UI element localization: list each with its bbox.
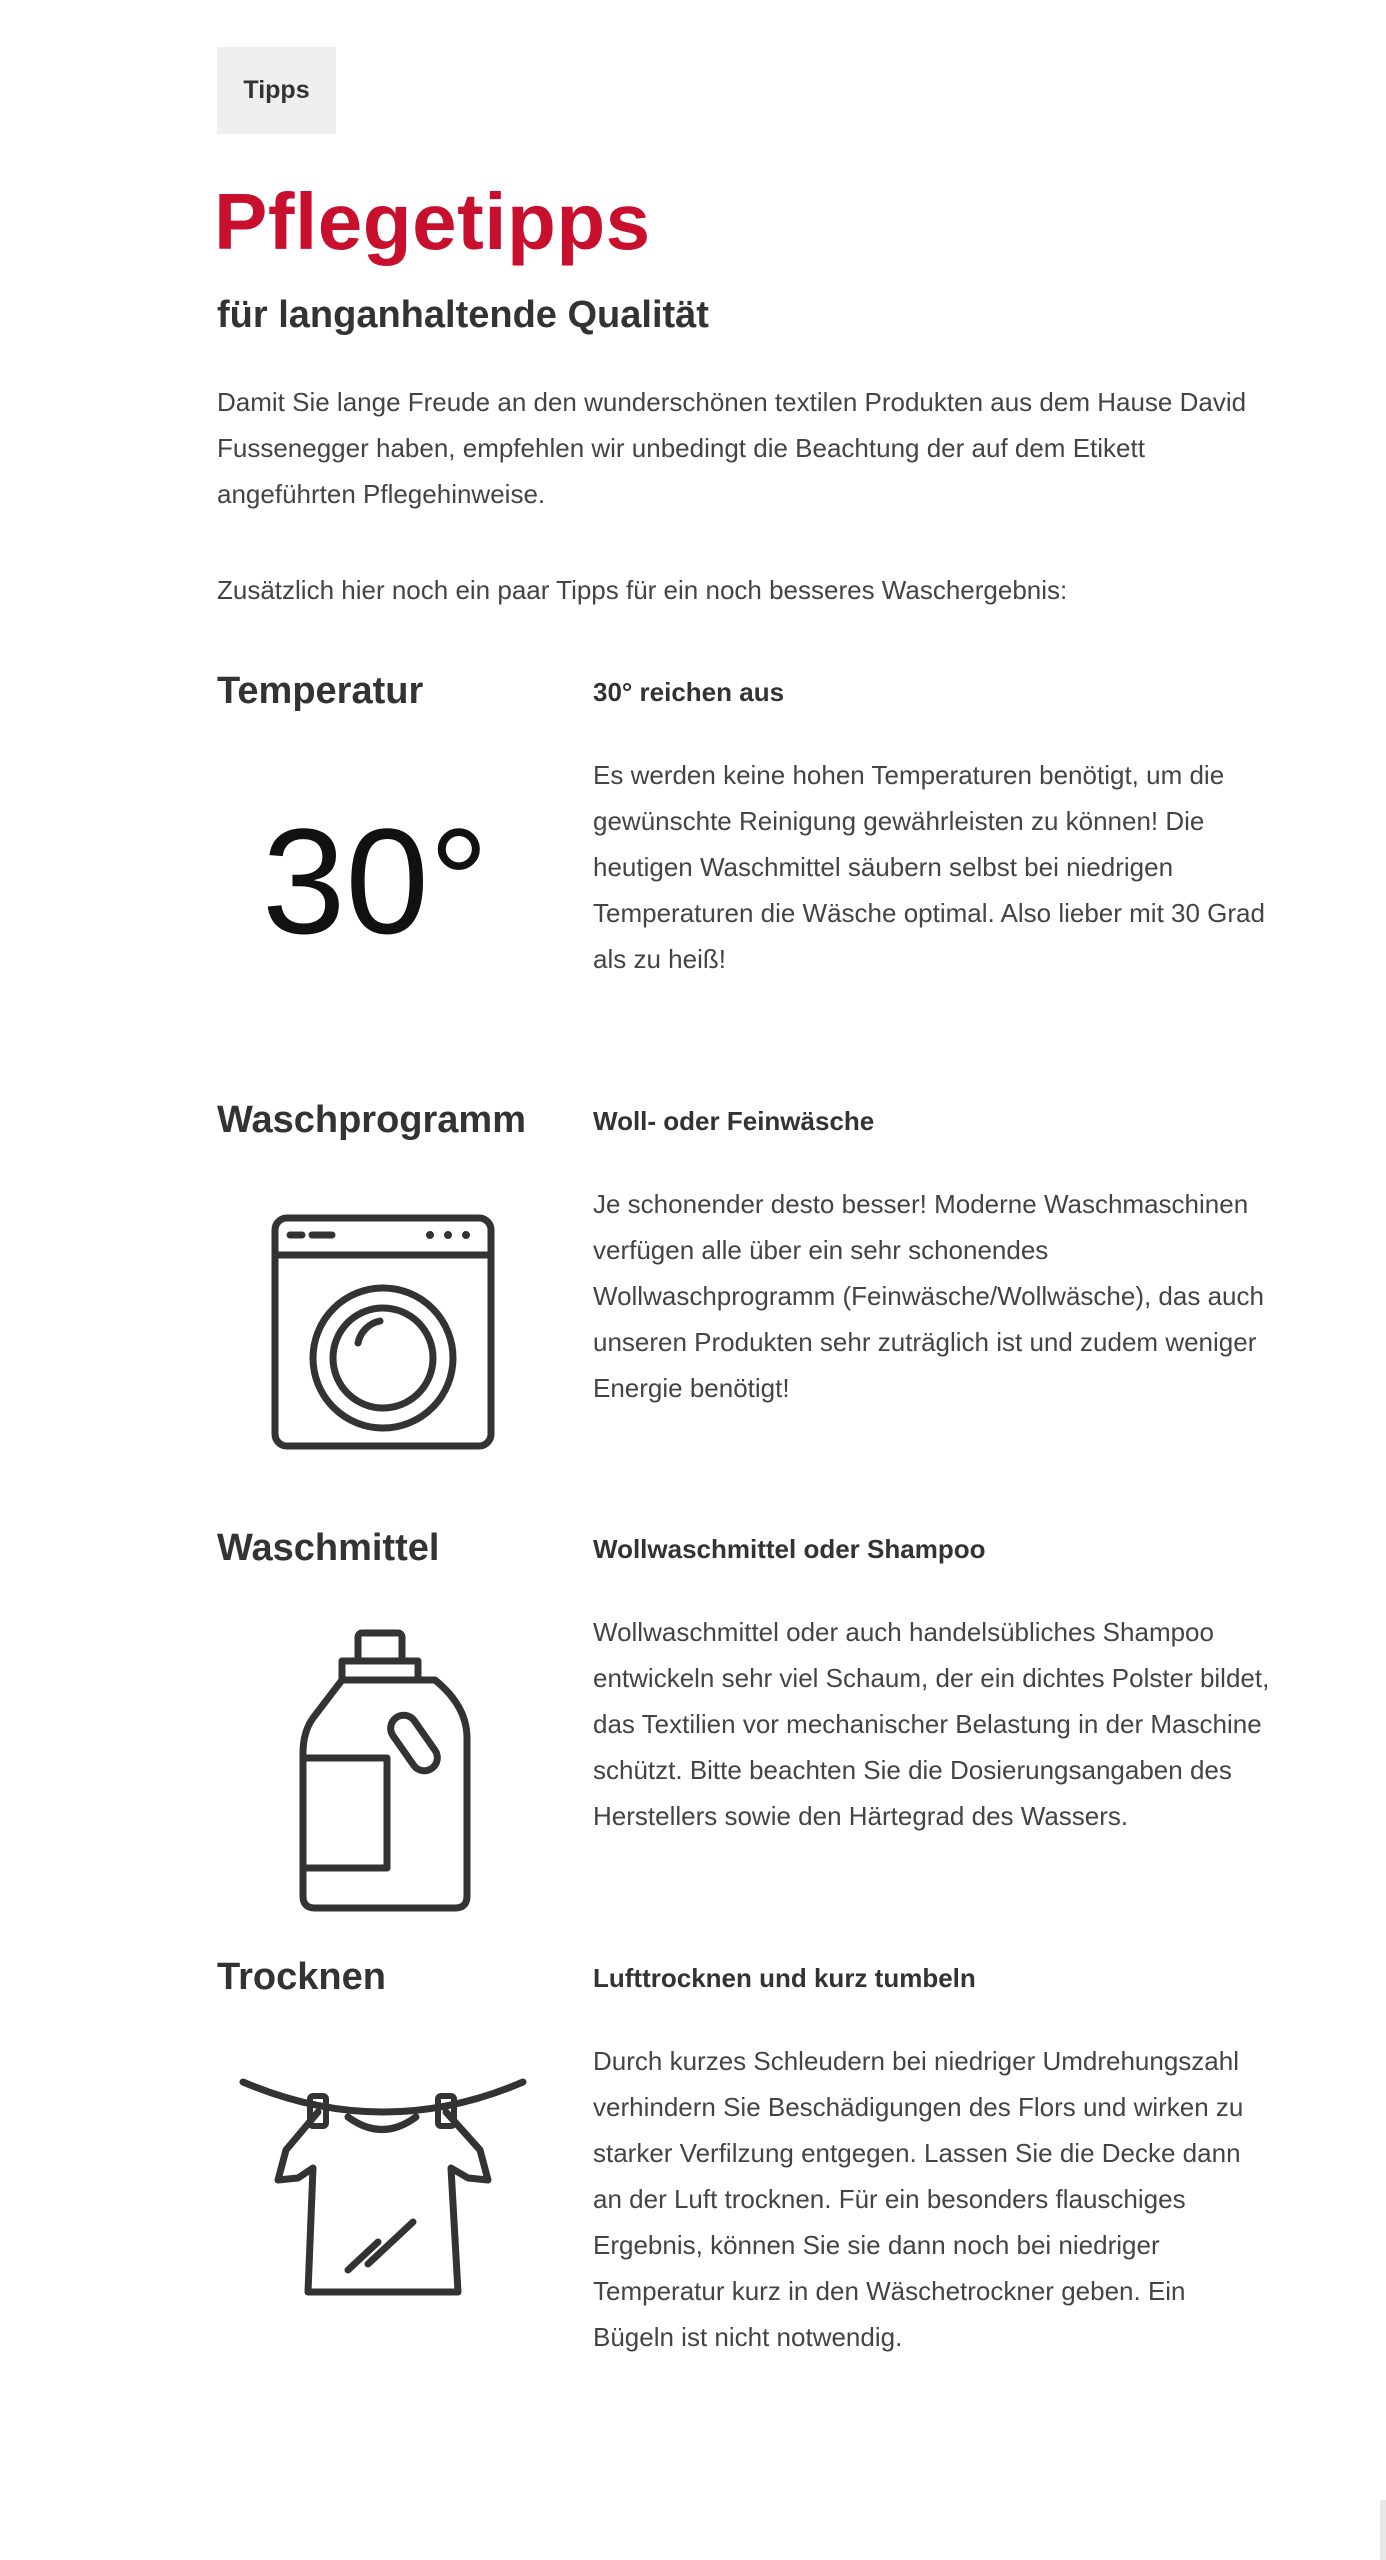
section-text: Es werden keine hohen Temperaturen benötigt, um die gewünschte Reinigung gewährleisten zu können! Die heutigen Waschmittel säubern selbst bei niedrigen Temperaturen die Wäsche optimal. Also lieber mit 30 Grad als zu heiß! bbox=[593, 760, 1265, 974]
clothesline-shirt-icon bbox=[238, 2072, 528, 2302]
detergent-bottle-icon bbox=[295, 1628, 475, 1914]
section-heading: 30° reichen aus bbox=[593, 677, 785, 707]
section-label: Waschprogramm bbox=[217, 1099, 526, 1141]
section-text: Je schonender desto besser! Moderne Waschmaschinen verfügen alle über ein sehr schonendes Wollwaschprogramm (Feinwäsche/Wollwäsche), das auch unseren Produkten sehr zuträglich ist und zudem weniger Energie benötigt! bbox=[593, 1189, 1264, 1403]
washing-machine-icon bbox=[270, 1213, 496, 1453]
page-subtitle: für langanhaltende Qualität bbox=[217, 294, 709, 336]
section-heading: Lufttrocknen und kurz tumbeln bbox=[593, 1963, 976, 1993]
intro-paragraph-tips: Zusätzlich hier noch ein paar Tipps für ein noch besseres Waschergebnis: bbox=[217, 575, 1068, 605]
section-heading: Woll- oder Feinwäsche bbox=[593, 1106, 875, 1136]
scrollbar-edge[interactable] bbox=[1380, 2500, 1386, 2560]
section-label: Temperatur bbox=[217, 670, 424, 712]
section-text: Wollwaschmittel oder auch handelsübliches Shampoo entwickeln sehr viel Schaum, der ein dichtes Polster bildet, das Textilien vor mechanischer Belastung in der Maschine schützt. Bitte beachten Sie die Dosierungsangaben des Herstellers sowie den Härtegrad des Wassers. bbox=[593, 1617, 1270, 1831]
intro-paragraph: Damit Sie lange Freude an den wunderschönen textilen Produkten aus dem Hause David Fussenegger haben, empfehlen wir unbedingt die Beachtung der auf dem Etikett angeführten Pflegehinweise. bbox=[217, 387, 1247, 509]
category-tag[interactable] bbox=[217, 47, 336, 134]
section-label: Trocknen bbox=[217, 1956, 386, 1998]
temperature-30-icon: 30° bbox=[262, 797, 489, 965]
section-label: Waschmittel bbox=[217, 1527, 440, 1569]
category-tag-label: Tipps bbox=[243, 76, 310, 104]
section-heading: Wollwaschmittel oder Shampoo bbox=[593, 1534, 986, 1564]
page-title: Pflegetipps bbox=[214, 177, 651, 266]
section-text: Durch kurzes Schleudern bei niedriger Umdrehungszahl verhindern Sie Beschädigungen des Flors und wirken zu starker Verfilzung entgegen. Lassen Sie die Decke dann an der Luft trocknen. Für ein besonders flauschiges Ergebnis, können Sie sie dann noch bei niedriger Temperatur kurz in den Wäschetrockner geben. Ein Bügeln ist nicht notwendig. bbox=[593, 2046, 1244, 2352]
